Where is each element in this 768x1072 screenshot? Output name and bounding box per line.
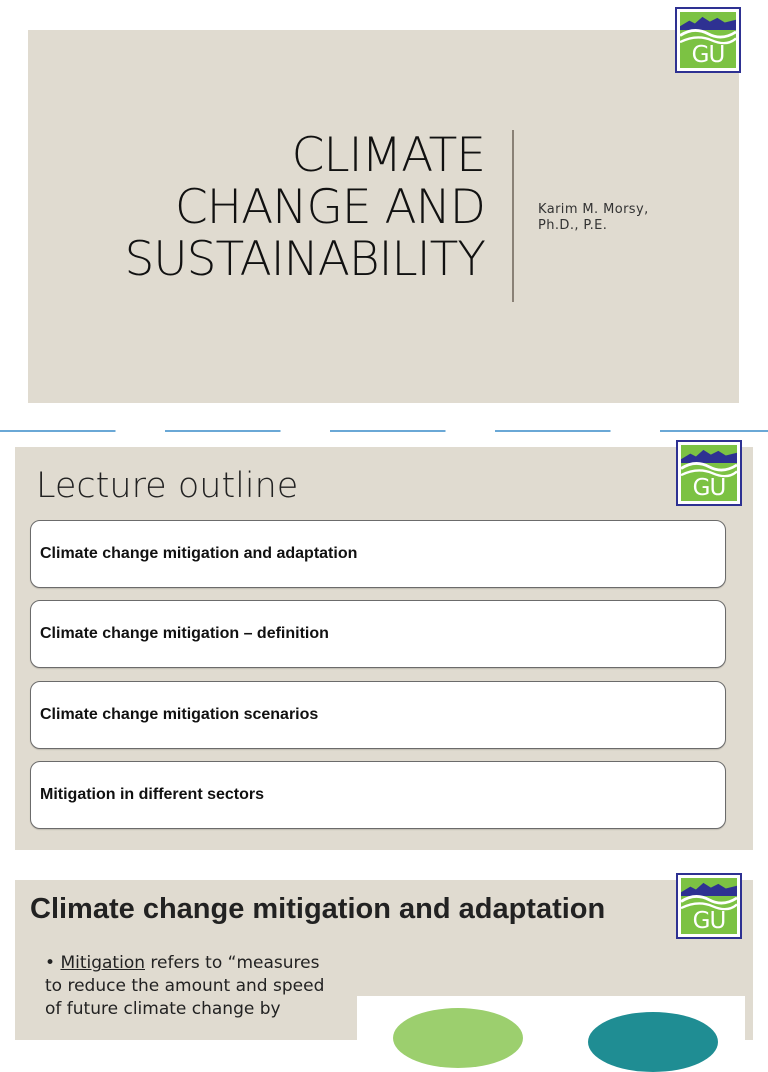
outline-item-label: Climate change mitigation scenarios <box>40 706 319 723</box>
gu-logo <box>676 873 742 939</box>
author-line: Ph.D., P.E. <box>538 218 608 233</box>
outline-item[interactable] <box>30 600 726 668</box>
term-link[interactable]: Mitigation <box>60 953 145 973</box>
slide-separator <box>0 430 768 432</box>
body-line: to reduce the amount and speed <box>45 976 325 996</box>
outline-item-label: Climate change mitigation – definition <box>40 625 329 642</box>
bullet: • <box>45 953 61 973</box>
outline-item[interactable] <box>30 681 726 749</box>
title-line: CHANGE AND <box>174 180 485 235</box>
logo-text: GU <box>692 475 726 501</box>
diagram-circle-teal <box>588 1012 718 1072</box>
logo-text: GU <box>691 42 725 68</box>
title-line: SUSTAINABILITY <box>124 232 485 287</box>
diagram-circle-green <box>393 1008 523 1068</box>
gu-logo <box>676 440 742 506</box>
outline-item-label: Mitigation in different sectors <box>40 786 265 803</box>
outline-item-label: Climate change mitigation and adaptation <box>40 545 358 562</box>
outline-item[interactable] <box>30 520 726 588</box>
logo-text: GU <box>692 908 726 934</box>
outline-title: Lecture outline <box>36 466 299 506</box>
body-text: refers to “measures <box>145 953 320 973</box>
body-line: of future climate change by <box>45 999 281 1019</box>
title-divider <box>512 130 514 302</box>
outline-item[interactable] <box>30 761 726 829</box>
gu-logo <box>675 7 741 73</box>
title-line: CLIMATE <box>291 128 485 183</box>
author-name <box>538 202 649 234</box>
mitigation-definition <box>45 952 345 1021</box>
presentation-title <box>124 130 485 286</box>
slide-title: Climate change mitigation and adaptation <box>30 893 606 925</box>
body-line <box>45 952 345 975</box>
author-line: Karim M. Morsy, <box>538 202 649 217</box>
